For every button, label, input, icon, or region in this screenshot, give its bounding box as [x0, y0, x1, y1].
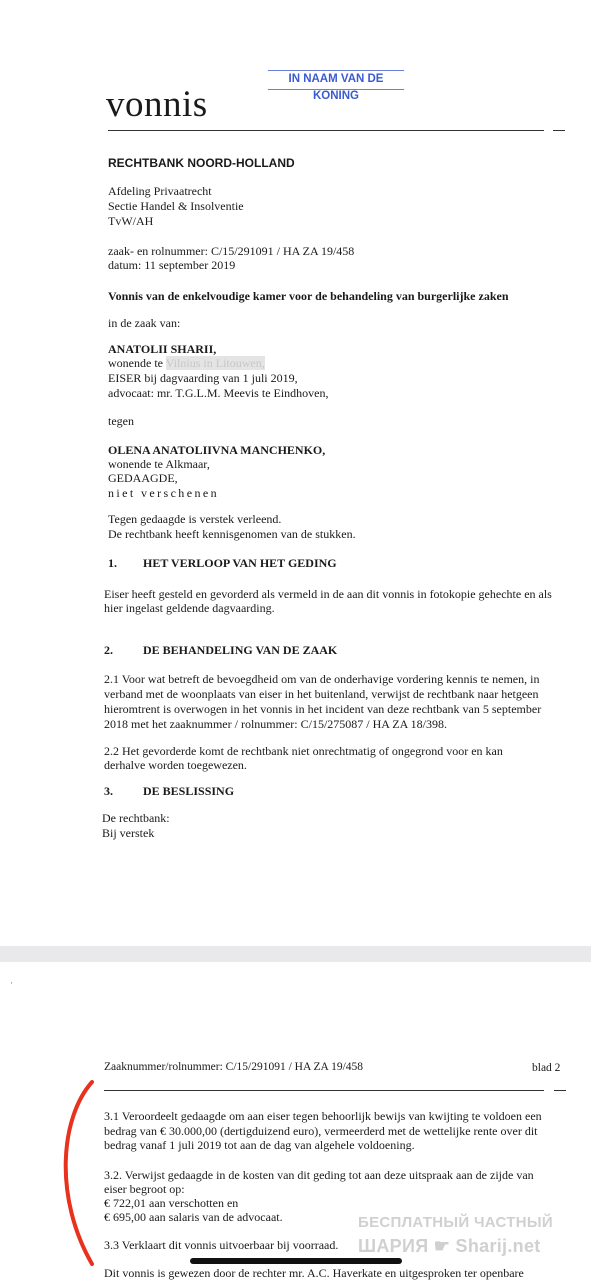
plaintiff-residence: [108, 356, 265, 371]
header-rule: [104, 1090, 544, 1091]
page-separator: [0, 946, 591, 962]
paragraph-line: Dit vonnis is gewezen door de rechter mr. A.C. Haverkate en uitgesproken ter openbare: [104, 1266, 524, 1280]
paragraph-line: bedrag vanaf 1 juli 2019 tot aan de dag van algehele voldoening.: [104, 1138, 415, 1152]
watermark-text: Sharij.net: [455, 1236, 541, 1256]
paragraph-line: 3.2. Verwijst gedaagde in de kosten van dit geding tot aan deze uitspraak aan de zijde van: [104, 1168, 534, 1182]
court-name: RECHTBANK NOORD-HOLLAND: [108, 156, 295, 170]
page2-header-case: Zaaknummer/rolnummer: C/15/291091 / HA ZA 19/458: [104, 1061, 364, 1073]
header-rule-end: [554, 1090, 566, 1091]
scan-mark: ·: [10, 978, 13, 988]
cost-line: € 722,01 aan verschotten en: [104, 1196, 239, 1210]
official-stamp: IN NAAM VAN DE KONING: [268, 70, 404, 90]
paragraph-line: Eiser heeft gesteld en gevorderd als vermeld in de aan dit vonnis in fotokopie gehechte en als: [104, 587, 552, 601]
plaintiff-lawyer: advocaat: mr. T.G.L.M. Meevis te Eindhoven,: [108, 386, 329, 400]
paragraph-line: verband met de woonplaats van eiser in het buitenland, verwijst de rechtbank naar hetgeen: [104, 687, 539, 701]
title-rule: [108, 130, 544, 131]
paragraph-line: 3.3 Verklaart dit vonnis uitvoerbaar bij voorraad.: [104, 1238, 339, 1252]
case-number: zaak- en rolnummer: C/15/291091 / HA ZA 19/458: [108, 244, 355, 258]
paragraph-line: derhalve worden toegewezen.: [104, 758, 247, 772]
defendant-name: OLENA ANATOLIIVNA MANCHENKO,: [108, 443, 326, 457]
defendant-status: niet verschenen: [108, 486, 219, 500]
case-intro: in de zaak van:: [108, 316, 181, 330]
page2-header-page: blad 2: [532, 1062, 561, 1074]
dept-line: TvW/AH: [108, 214, 154, 228]
redacted-text: Vilnius in Litouwen,: [165, 356, 265, 370]
paragraph-text: 2.1 Voor wat betreft de bevoegdheid om van de onderhavige vordering kennis te nemen,: [104, 672, 528, 686]
paragraph-line: eiser begroot op:: [104, 1182, 185, 1196]
dept-line: Afdeling Privaatrecht: [108, 184, 212, 198]
paragraph-line: 2018 met het zaaknummer / rolnummer: C/15/275087 / HA ZA 18/398.: [104, 717, 447, 731]
paragraph-line: 3.1 Veroordeelt gedaagde om aan eiser tegen behoorlijk bewijs van kwijting te voldoen een: [104, 1109, 542, 1123]
cost-line: € 695,00 aan salaris van de advocaat.: [104, 1210, 283, 1224]
section-title: DE BESLISSING: [143, 784, 235, 798]
decision-line: De rechtbank:: [102, 811, 170, 825]
paragraph-line: [104, 673, 539, 687]
verdict-heading: Vonnis van de enkelvoudige kamer voor de behandeling van burgerlijke zaken: [108, 289, 509, 303]
versus-label: tegen: [108, 414, 134, 428]
home-indicator[interactable]: [190, 1258, 402, 1264]
paragraph-line: bedrag van € 30.000,00 (dertigduizend euro), vermeerderd met de wettelijke rente over dit: [104, 1124, 538, 1138]
pointing-hand-icon: ☛: [433, 1236, 451, 1256]
watermark-top: БЕСПЛАТНЫЙ ЧАСТНЫЙ: [358, 1214, 553, 1231]
plaintiff-role: EISER bij dagvaarding van 1 juli 2019,: [108, 371, 298, 385]
verstek-line: De rechtbank heeft kennisgenomen van de stukken.: [108, 527, 356, 541]
title-rule-end: [553, 130, 565, 131]
dept-line: Sectie Handel & Insolventie: [108, 199, 244, 213]
verstek-line: Tegen gedaagde is verstek verleend.: [108, 512, 282, 526]
section-number: 3.: [104, 784, 113, 798]
case-date: datum: 11 september 2019: [108, 258, 236, 272]
section-number: 1.: [108, 556, 117, 570]
document-title: vonnis: [106, 84, 208, 125]
section-title: HET VERLOOP VAN HET GEDING: [143, 556, 337, 570]
red-bracket-annotation: [52, 1078, 98, 1268]
defendant-role: GEDAAGDE,: [108, 471, 178, 485]
paragraph-line: hier ingelast geldende dagvaarding.: [104, 601, 275, 615]
watermark-text: ШАРИЯ: [358, 1236, 429, 1256]
watermark-bottom: [358, 1236, 541, 1257]
decision-line: Bij verstek: [102, 826, 155, 840]
section-number: 2.: [104, 643, 113, 657]
paragraph-line: 2.2 Het gevorderde komt de rechtbank niet onrechtmatig of ongegrond voor en kan: [104, 744, 503, 758]
section-title: DE BEHANDELING VAN DE ZAAK: [143, 643, 338, 657]
paragraph-text: in: [530, 672, 540, 686]
defendant-residence: wonende te Alkmaar,: [108, 457, 210, 471]
plaintiff-residence-label: wonende te: [108, 356, 163, 370]
paragraph-line: hieromtrent is overwogen in het vonnis in het incident van deze rechtbank van 5 september: [104, 702, 542, 716]
plaintiff-name: ANATOLII SHARII,: [108, 342, 217, 356]
